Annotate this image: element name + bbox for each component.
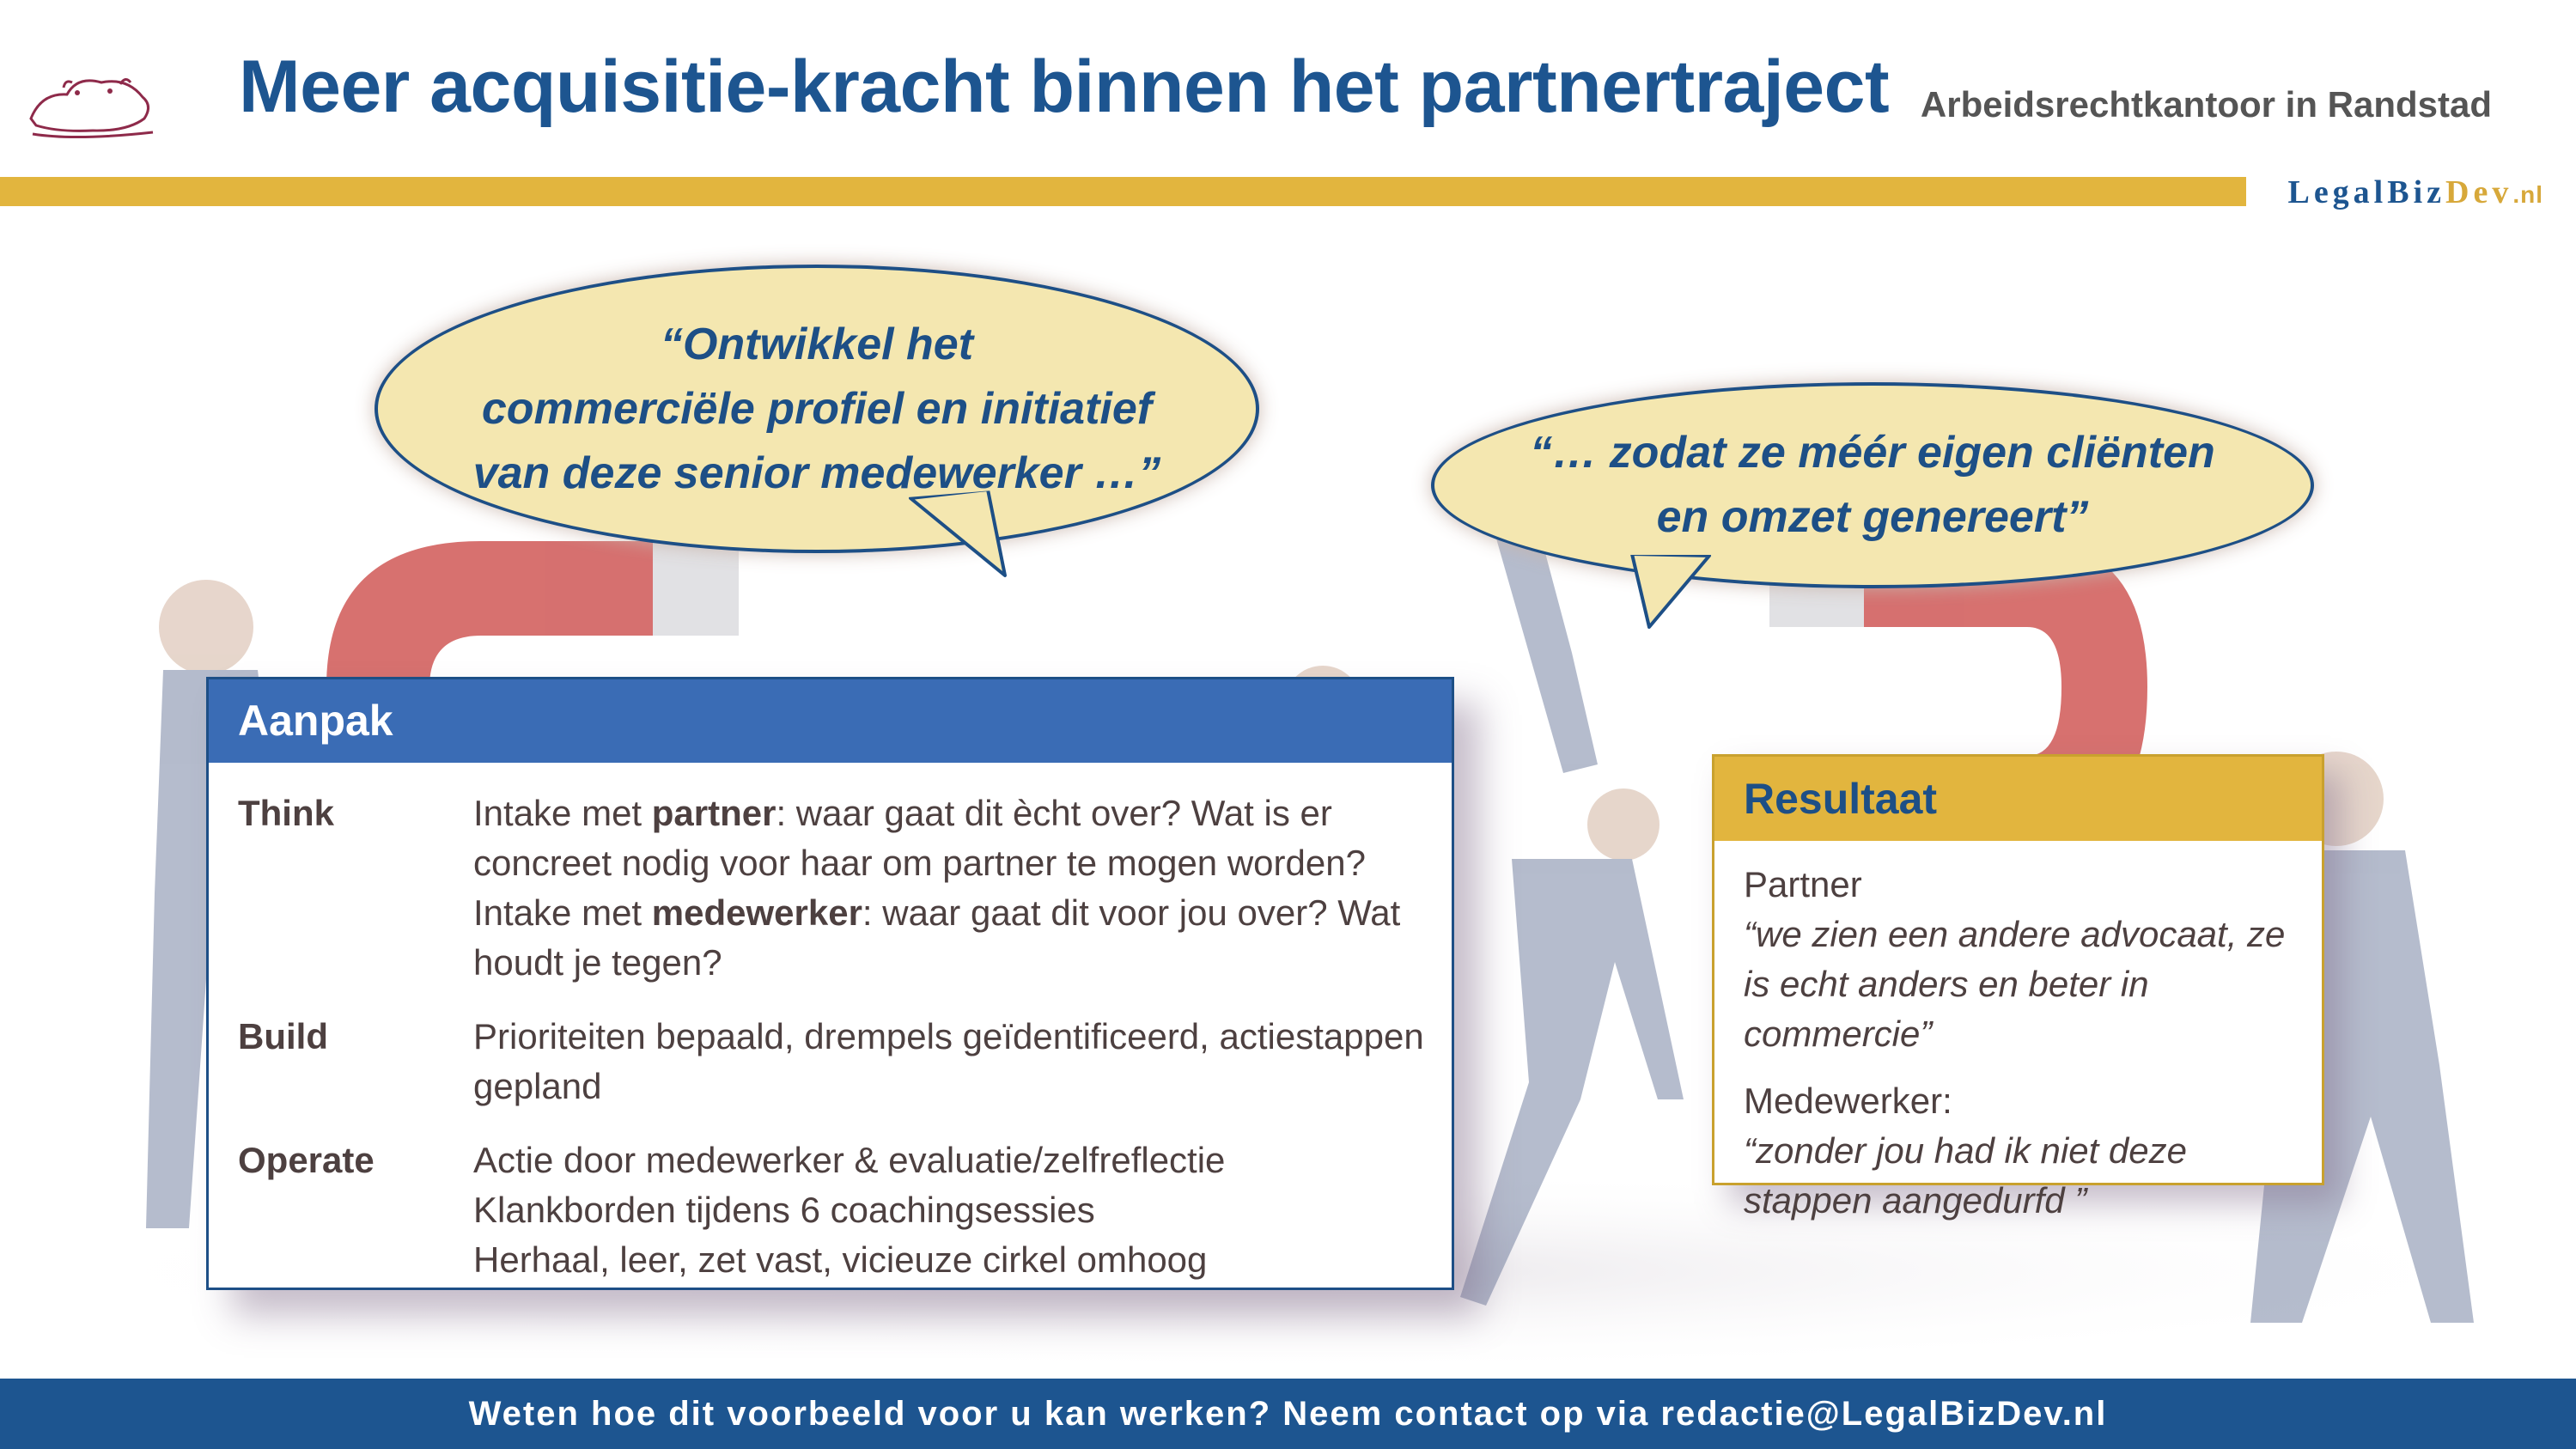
build-row [209, 1012, 1452, 1111]
operate-line-2: Klankborden tijdens 6 coachingsessies [473, 1190, 1095, 1230]
build-label: Build [238, 1016, 328, 1056]
build-text: Prioriteiten bepaald, drempels geïdentificeerd, actiestappen gepland [473, 1016, 1424, 1106]
speech-bubble-left [375, 265, 1259, 553]
think-text [473, 788, 1444, 988]
brand-part-2: Dev [2445, 174, 2513, 210]
think-l2-bold: medewerker [651, 892, 862, 933]
footer-contact-bar [0, 1379, 2576, 1449]
think-row [209, 788, 1452, 988]
page-subtitle: Arbeidsrechtkantoor in Randstad [1920, 84, 2492, 125]
think-label: Think [238, 793, 334, 833]
aanpak-title: Aanpak [209, 679, 1452, 763]
bubble-left-line-3: van deze senior medewerker …” [472, 447, 1161, 498]
operate-line-1: Actie door medewerker & evaluatie/zelfreflectie [473, 1140, 1226, 1180]
page-title: Meer acquisitie-kracht binnen het partnertraject [239, 46, 1890, 128]
operate-label: Operate [238, 1140, 375, 1180]
think-l2-pre: Intake met [473, 892, 652, 933]
operate-text [473, 1135, 1444, 1285]
think-l1-post: : waar gaat dit ècht over? Wat is er concreet nodig voor haar om partner te mogen worden? [473, 793, 1366, 883]
operate-row [209, 1135, 1452, 1285]
bubble-right-line-2: en omzet genereert” [1656, 492, 2089, 542]
bubble-left-line-1: “Ontwikkel het [660, 319, 974, 369]
think-line-medewerker [473, 888, 1444, 988]
footer-text: Weten hoe dit voorbeeld voor u kan werken? Neem contact op via redactie@LegalBizDev.nl [468, 1394, 2108, 1433]
medewerker-quote: “zonder jou had ik niet deze stappen aangedurfd ” [1744, 1130, 2187, 1221]
brand-tld: .nl [2512, 181, 2543, 208]
partner-quote: “we zien een andere advocaat, ze is echt anders en beter in commercie” [1744, 914, 2286, 1054]
partner-label: Partner [1744, 864, 1862, 904]
think-l1-bold: partner [651, 793, 776, 833]
bubble-left-line-2: commerciële profiel en initiatief [481, 383, 1153, 434]
resultaat-body [1714, 841, 2322, 1226]
gold-divider-bar [0, 177, 2246, 206]
resultaat-title: Resultaat [1714, 757, 2322, 841]
speech-bubble-right [1431, 382, 2314, 588]
medewerker-label: Medewerker: [1744, 1081, 1952, 1121]
think-l2-post: : waar gaat dit voor jou over? Wat houdt je tegen? [473, 892, 1401, 983]
think-line-partner [473, 788, 1444, 888]
think-l1-pre: Intake met [473, 793, 652, 833]
bubble-right-line-1: “… zodat ze méér eigen cliënten [1530, 428, 2215, 478]
resultaat-panel [1712, 754, 2324, 1221]
brand-part-1: LegalBiz [2287, 174, 2446, 210]
speech-bubble-right-tail [1615, 545, 1735, 631]
aanpak-panel [206, 677, 1454, 1290]
hippo-logo-icon [24, 58, 161, 144]
operate-line-3: Herhaal, leer, zet vast, vicieuze cirkel omhoog [473, 1239, 1208, 1280]
